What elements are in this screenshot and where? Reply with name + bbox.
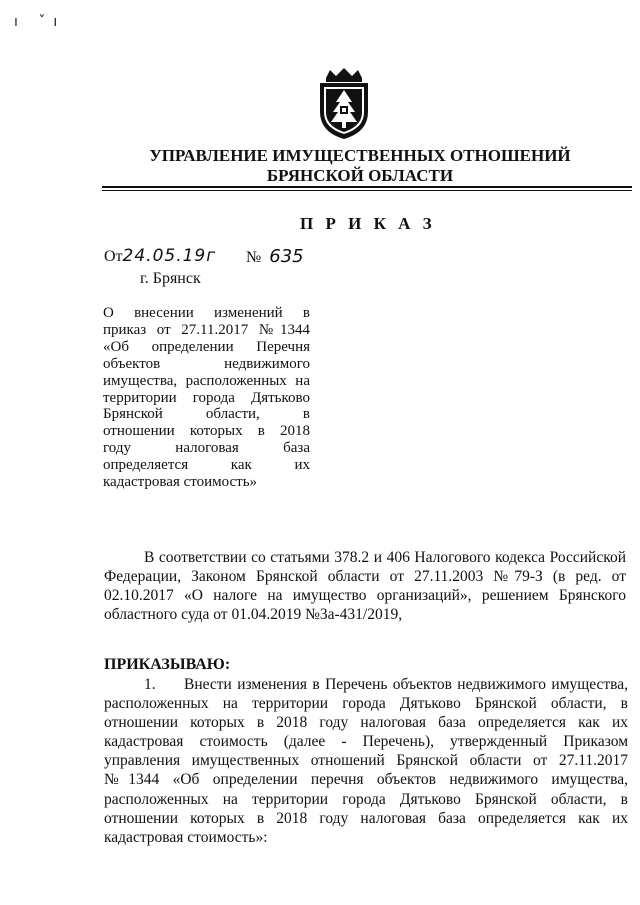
agency-title-line-2: БРЯНСКОЙ ОБЛАСТИ (266, 166, 454, 185)
handwritten-date: 24.05.19г (122, 246, 217, 266)
preamble-paragraph: В соответствии со статьями 378.2 и 406 Налогового кодекса Российской Федерации, Законом Брянской области от 27.11.2003 №79-З (в ред. от 02.10.2017 «О налоге на имущество организаций», решением Брянского областного суда от 01.04.2019 №3а-431/2019, (104, 549, 626, 623)
header-divider-thick (102, 186, 632, 188)
subject-line: определяется как их (103, 457, 310, 474)
corner-mark: ı ˇı (14, 14, 66, 30)
subject-line: приказ от 27.11.2017 №1344 (103, 321, 310, 338)
subject-line: О внесении изменений в (103, 305, 310, 321)
document-type: П Р И К А З (300, 214, 436, 233)
document-subject (103, 305, 310, 491)
subject-line: отношении которых в 2018 (103, 423, 310, 440)
order-heading: ПРИКАЗЫВАЮ: (104, 656, 231, 673)
date-line (104, 246, 216, 266)
agency-title-line-1: УПРАВЛЕНИЕ ИМУЩЕСТВЕННЫХ ОТНОШЕНИЙ (149, 146, 571, 165)
number-prefix: № (246, 249, 262, 266)
number-line (246, 246, 304, 267)
subject-line: Брянской области, в (103, 406, 310, 423)
subject-line: кадастровая стоимость» (103, 474, 258, 491)
subject-line: имущества, расположенных на (103, 372, 310, 389)
subject-line: объектов недвижимого (103, 355, 310, 372)
city: г. Брянск (140, 270, 201, 287)
coat-of-arms-icon (316, 68, 372, 140)
agency-title (100, 146, 620, 186)
subject-line: территории города Дятьково (103, 389, 310, 406)
header-divider-thin (102, 190, 632, 191)
subject-line: «Об определении Перечня (103, 338, 310, 355)
order-item-number: 1. (144, 676, 156, 693)
order-item-text: Внести изменения в Перечень объектов недвижимого имущества, расположенных на территории города Дятьково Брянской области, в отношении которых в 2018 году налоговая база определяется как их кадастровая стоимость (далее - Перечень), утвержденный Приказом управления имущественных отношений Брянской области от 27.11.2017 №1344 «Об определении перечня объектов недвижимого имущества, расположенных на территории города Дятьково Брянской области, в отношении которых в 2018 году налоговая база определяется как их кадастровая стоимость»: (104, 676, 628, 846)
handwritten-number: 635 (269, 246, 304, 267)
order-item-1 (104, 675, 628, 847)
date-prefix: От (104, 248, 123, 265)
subject-line: году налоговая база (103, 440, 310, 457)
